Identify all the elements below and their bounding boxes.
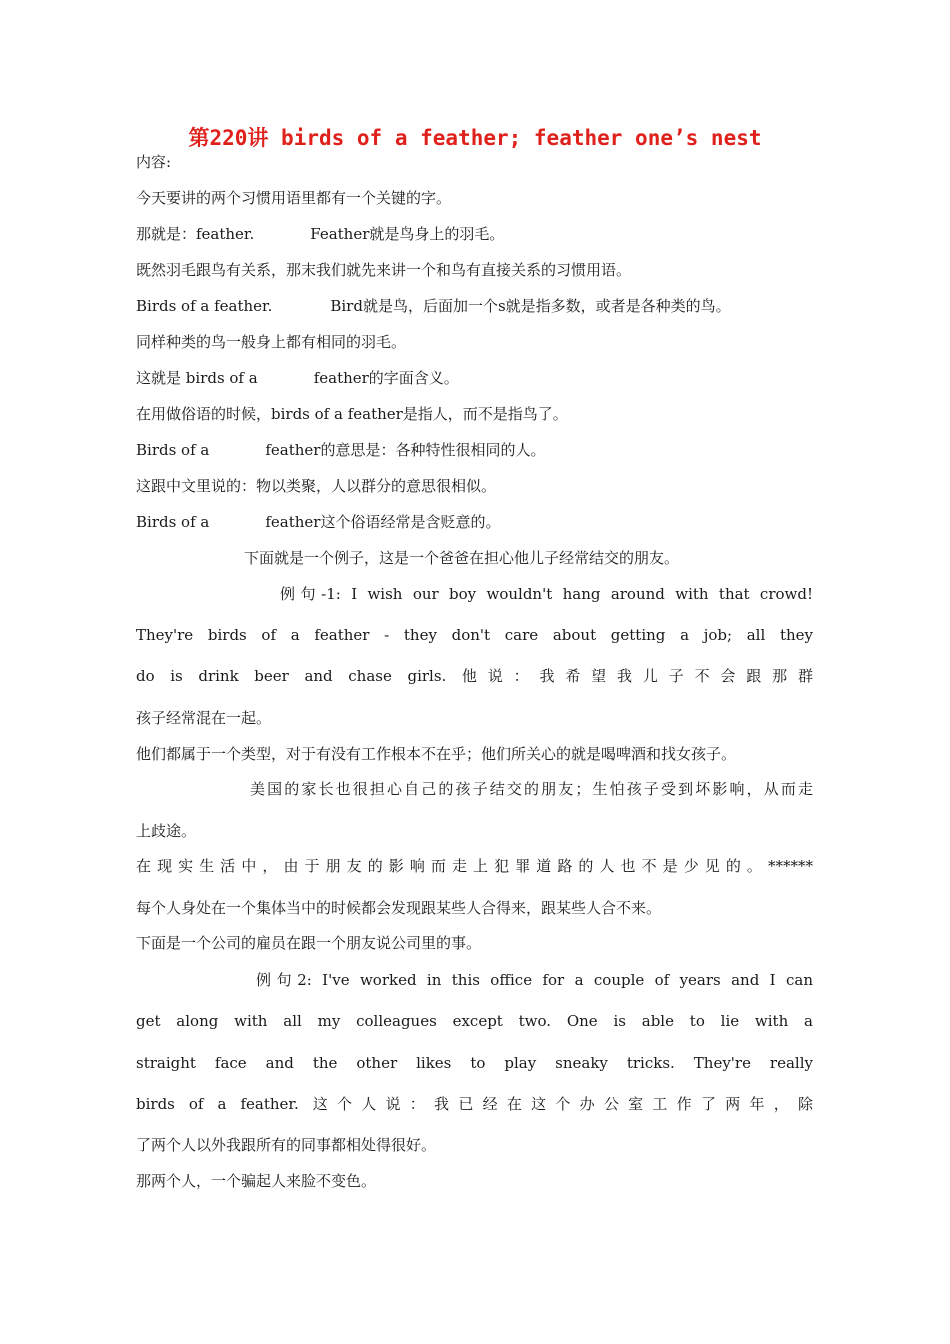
- text-line: 下面是一个公司的雇员在跟一个朋友说公司里的事。: [136, 934, 482, 952]
- text-line: 了两个人以外我跟所有的同事都相处得很好。: [136, 1136, 437, 1154]
- example-2-line: birds of a feather. 这个人说：我已经在这个办公室工作了两年，除: [136, 1095, 813, 1113]
- text-line: 每个人身处在一个集体当中的时候都会发现跟某些人合得来，跟某些人合不来。: [136, 899, 662, 917]
- text-segment: Birds of a: [136, 513, 210, 531]
- example-1-line: 例句-1: I wish our boy wouldn't hang around with that crowd!: [280, 585, 813, 603]
- text-line: 在现实生活中，由于朋友的影响而走上犯罪道路的人也不是少见的。******: [136, 857, 813, 875]
- text-segment: Feather就是鸟身上的羽毛。: [310, 225, 505, 243]
- text-segment: Bird就是鸟，后面加一个s就是指多数，或者是各种类的鸟。: [330, 297, 731, 315]
- page-title: 第220讲 birds of a feather; feather one’s nest: [188, 126, 762, 150]
- example-2-line: 例句2: I've worked in this office for a couple of years and I can: [256, 971, 813, 989]
- text-line: 同样种类的鸟一般身上都有相同的羽毛。: [136, 333, 407, 351]
- text-line: [136, 224, 504, 244]
- text-line: 那两个人，一个骗起人来脸不变色。: [136, 1172, 377, 1190]
- example-2-line: get along with all my colleagues except two. One is able to lie with a: [136, 1012, 813, 1030]
- text-line: [136, 512, 500, 532]
- text-segment: Birds of a feather.: [136, 297, 273, 315]
- text-line: 美国的家长也很担心自己的孩子结交的朋友；生怕孩子受到坏影响，从而走: [250, 780, 813, 798]
- example-2-line: straight face and the other likes to play sneaky tricks. They're really: [136, 1054, 813, 1072]
- example-1-line: They're birds of a feather - they don't care about getting a job; all they: [136, 626, 813, 644]
- text-segment: feather的意思是：各种特性很相同的人。: [265, 441, 546, 459]
- text-line: 在用做俗语的时候，birds of a feather是指人，而不是指鸟了。: [136, 405, 568, 423]
- text-segment: Birds of a: [136, 441, 210, 459]
- text-segment: feather这个俗语经常是含贬意的。: [265, 513, 501, 531]
- text-segment: 这就是 birds of a: [136, 369, 258, 387]
- text-line: 他们都属于一个类型，对于有没有工作根本不在乎；他们所关心的就是喝啤酒和找女孩子。: [136, 745, 737, 763]
- example-1-line: do is drink beer and chase girls. 他说：我希望我儿子不会跟那群: [136, 667, 813, 685]
- text-segment: feather的字面含义。: [313, 369, 459, 387]
- text-segment: 那就是：feather.: [136, 225, 255, 243]
- text-line: 内容:: [136, 153, 172, 171]
- text-line: 孩子经常混在一起。: [136, 709, 272, 727]
- text-line: 下面就是一个例子，这是一个爸爸在担心他儿子经常结交的朋友。: [244, 549, 680, 567]
- text-line: 上歧途。: [136, 822, 197, 840]
- text-line: [136, 296, 731, 316]
- text-line: [136, 368, 459, 388]
- text-line: 这跟中文里说的：物以类聚，人以群分的意思很相似。: [136, 477, 497, 495]
- text-line: 今天要讲的两个习惯用语里都有一个关键的字。: [136, 189, 452, 207]
- text-line: [136, 440, 545, 460]
- text-line: 既然羽毛跟鸟有关系，那末我们就先来讲一个和鸟有直接关系的习惯用语。: [136, 261, 632, 279]
